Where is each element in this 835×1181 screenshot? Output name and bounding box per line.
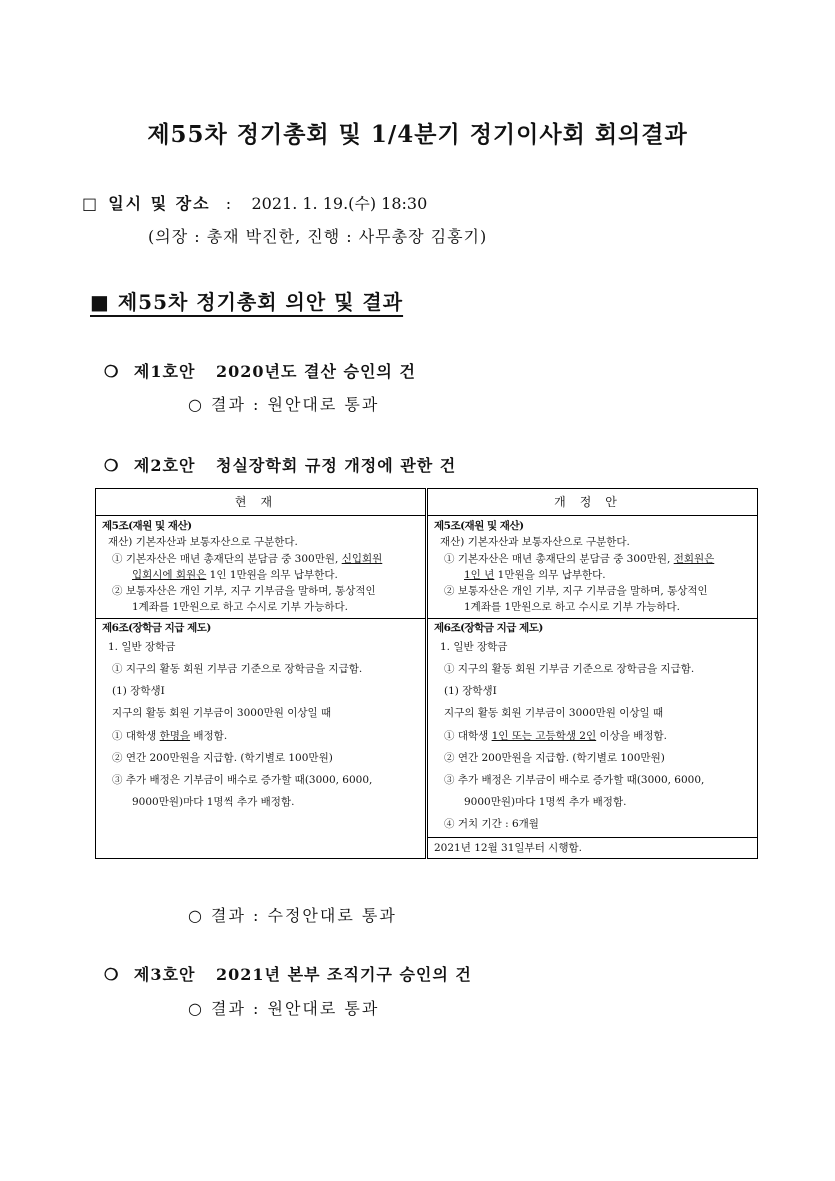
article-text: 1인 년 1만원을 의무 납부한다. xyxy=(464,568,606,581)
current-article-6 xyxy=(96,618,427,858)
article-text: 9000만원)마다 1명씩 추가 배정함. xyxy=(464,795,627,808)
article-text: ① 기본자산은 매년 총재단의 분담금 중 300만원, 전회원은 xyxy=(444,552,715,565)
datetime-value: 2021. 1. 19.(수) 18:30 xyxy=(251,194,428,213)
agenda-title: 청실장학회 규정 개정에 관한 건 xyxy=(216,456,457,475)
article-text: 1. 일반 장학금 xyxy=(108,641,176,654)
agenda-item-1 xyxy=(104,359,416,382)
agenda-bullet: ❍ xyxy=(104,456,120,475)
article-text: ② 연간 200만원을 지급함. (학기별로 100만원) xyxy=(444,751,665,764)
article-text: ① 기본자산은 매년 총재단의 분담금 중 300만원, 신입회원 xyxy=(112,552,383,565)
article-text: 9000만원)마다 1명씩 추가 배정함. xyxy=(132,795,295,808)
agenda-bullet: ❍ xyxy=(104,965,120,984)
article-text: ④ 거치 기간 : 6개월 xyxy=(444,817,539,830)
datetime-label: 일시 및 장소 xyxy=(108,194,211,213)
agenda-number: 제2호안 xyxy=(133,456,196,475)
datetime-colon: : xyxy=(225,194,232,213)
article-text: ① 대학생 한명을 배정함. xyxy=(112,729,228,742)
regulation-comparison-table xyxy=(95,488,758,859)
agenda-item-2 xyxy=(104,453,456,476)
article-text: 재산) 기본자산과 보통자산으로 구분한다. xyxy=(108,536,298,549)
article-text: 지구의 활동 회원 기부금이 3000만원 이상일 때 xyxy=(444,707,664,720)
header-current: 현재 xyxy=(96,489,427,516)
article-text: 1. 일반 장학금 xyxy=(440,641,508,654)
agenda-result-2: ○ 결과 : 수정안대로 통과 xyxy=(188,906,397,925)
agenda-number: 제1호안 xyxy=(133,362,196,381)
article-text: ③ 추가 배정은 기부금이 배수로 증가할 때(3000, 6000, xyxy=(112,773,373,786)
article-text: (1) 장학생Ⅰ xyxy=(444,685,497,698)
article-text: ① 대학생 1인 또는 고등학생 2인 이상을 배정함. xyxy=(444,729,668,742)
table-row xyxy=(96,516,758,619)
agenda-bullet: ❍ xyxy=(104,362,120,381)
article-title: 제6조(장학금 지급 제도) xyxy=(102,621,211,634)
article-title: 제5조(재원 및 재산) xyxy=(102,520,192,532)
agenda-number: 제3호안 xyxy=(133,965,196,984)
section-heading: ■ 제55차 정기총회 의안 및 결과 xyxy=(90,290,404,314)
article-title: 제5조(재원 및 재산) xyxy=(434,520,524,532)
article-text: ③ 추가 배정은 기부금이 배수로 증가할 때(3000, 6000, xyxy=(444,773,705,786)
meeting-chair-line: (의장 : 총재 박진한, 진행 : 사무총장 김홍기) xyxy=(148,227,488,246)
article-text: ① 지구의 활동 회원 기부금 기준으로 장학금을 지급함. xyxy=(112,663,363,676)
article-text: ② 보통자산은 개인 기부, 지구 기부금을 말하며, 통상적인 xyxy=(112,585,376,598)
revised-article-5 xyxy=(427,516,758,619)
article-text: ② 보통자산은 개인 기부, 지구 기부금을 말하며, 통상적인 xyxy=(444,585,708,598)
current-article-5 xyxy=(96,516,427,619)
article-text: (1) 장학생Ⅰ xyxy=(112,685,165,698)
table-row xyxy=(96,618,758,837)
agenda-result-3: ○ 결과 : 원안대로 통과 xyxy=(188,999,380,1018)
agenda-title: 2020년도 결산 승인의 건 xyxy=(216,362,416,381)
agenda-item-3 xyxy=(104,962,472,985)
header-revised: 개정안 xyxy=(427,489,758,516)
page-title: 제55차 정기총회 및 1/4분기 정기이사회 회의결과 xyxy=(147,121,688,148)
agenda-result-1: ○ 결과 : 원안대로 통과 xyxy=(188,395,380,414)
article-text: 1계좌를 1만원으로 하고 수시로 기부 가능하다. xyxy=(464,601,680,614)
article-title: 제6조(장학금 지급 제도) xyxy=(434,621,543,634)
revised-article-6 xyxy=(427,618,758,837)
article-text: 지구의 활동 회원 기부금이 3000만원 이상일 때 xyxy=(112,707,332,720)
revised-effective-note: 2021년 12월 31일부터 시행함. xyxy=(427,837,758,858)
article-text: ② 연간 200만원을 지급함. (학기별로 100만원) xyxy=(112,751,333,764)
agenda-title: 2021년 본부 조직기구 승인의 건 xyxy=(216,965,472,984)
article-text: ① 지구의 활동 회원 기부금 기준으로 장학금을 지급함. xyxy=(444,663,695,676)
article-text: 1계좌를 1만원으로 하고 수시로 기부 가능하다. xyxy=(132,601,348,614)
checkbox-bullet: □ xyxy=(82,194,98,213)
article-text: 입회시에 회원은 1인 1만원을 의무 납부한다. xyxy=(132,568,338,581)
article-text: 재산) 기본자산과 보통자산으로 구분한다. xyxy=(440,536,630,549)
meeting-datetime-line xyxy=(82,191,427,214)
